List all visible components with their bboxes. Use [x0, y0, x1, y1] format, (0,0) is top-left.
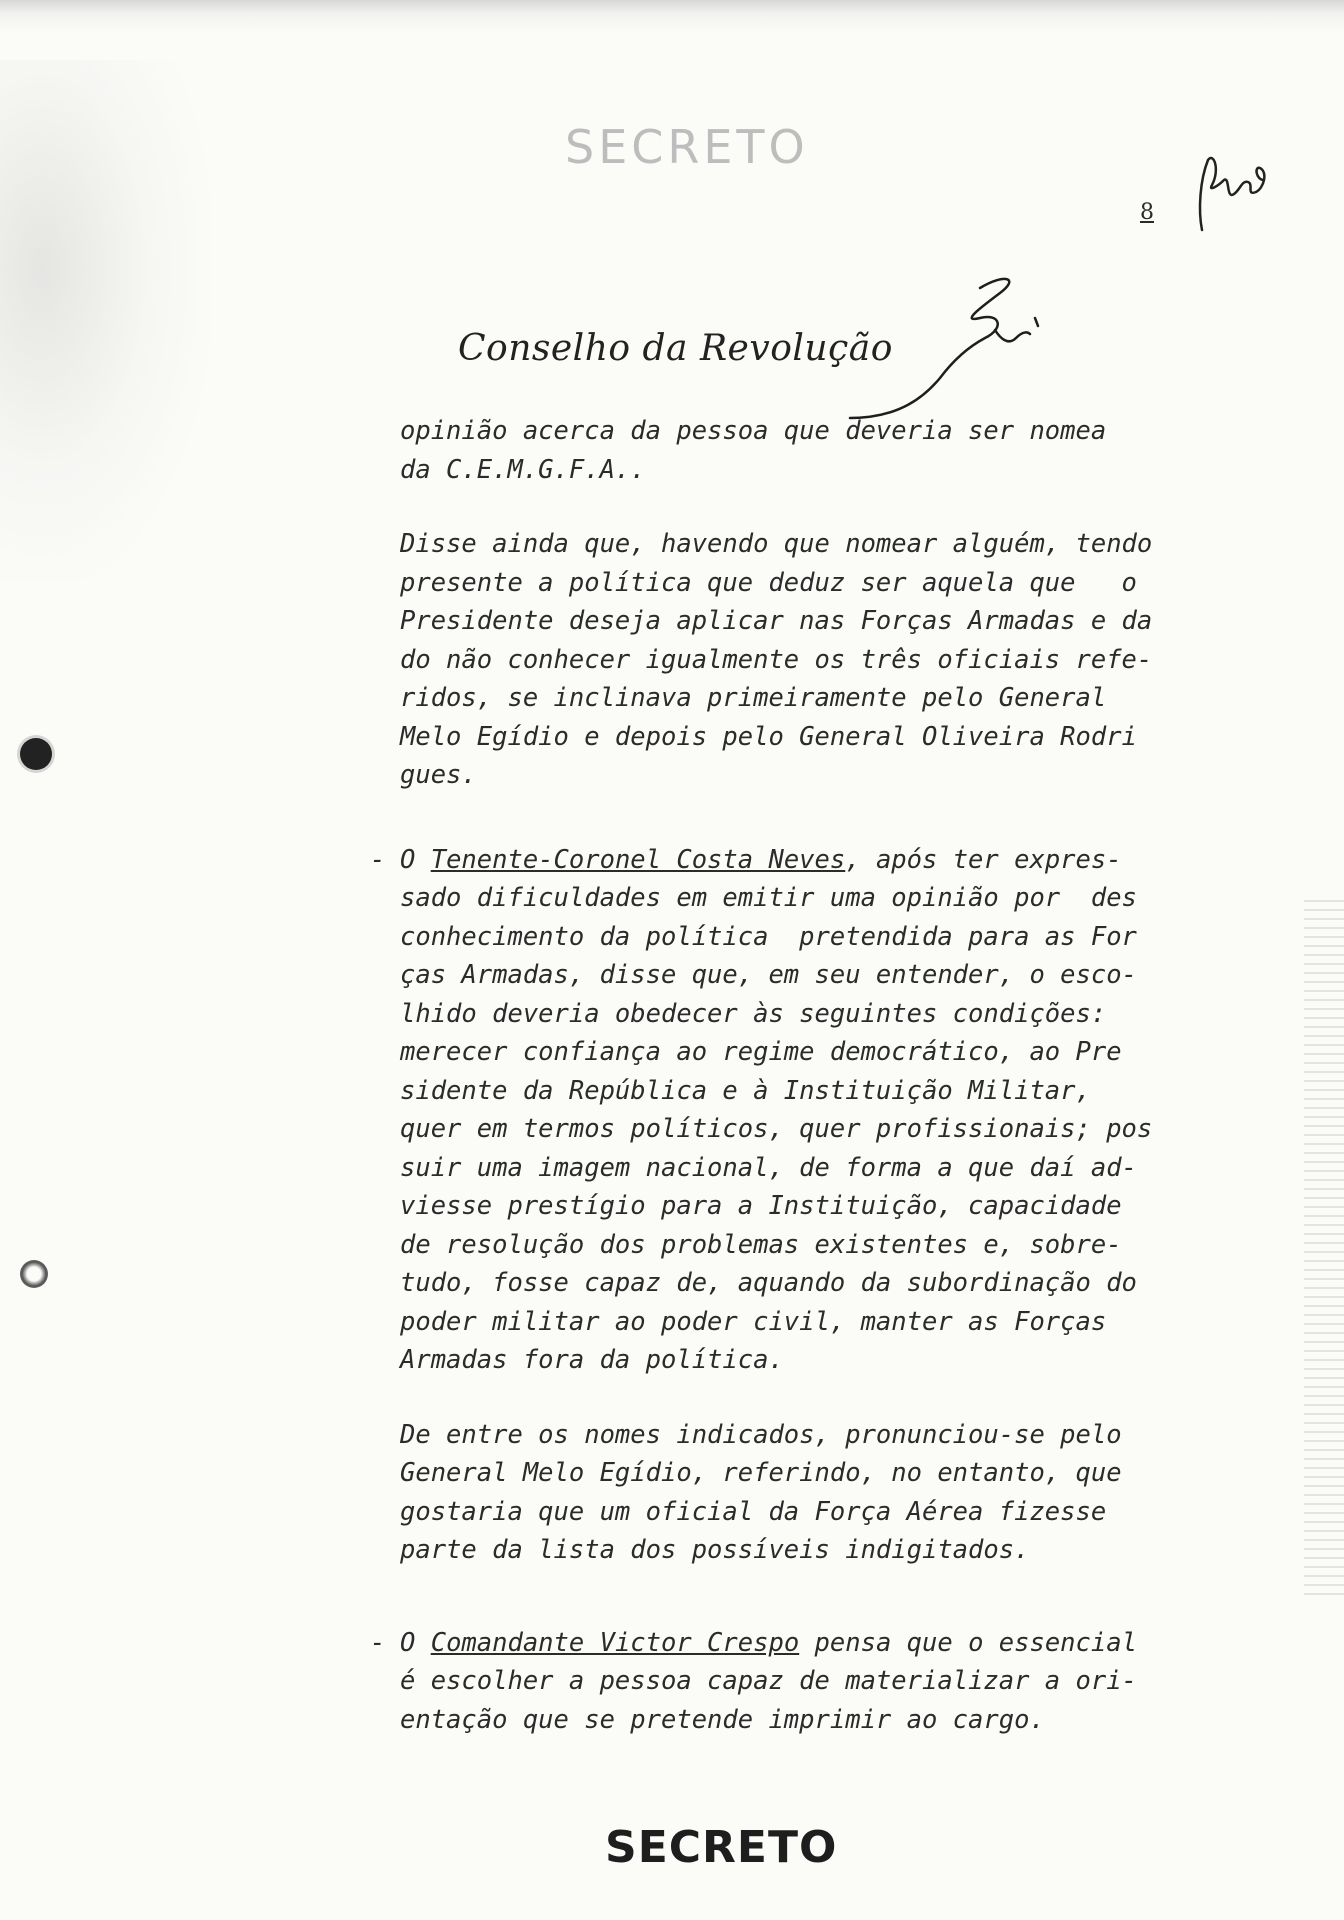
text-line: Melo Egídio e depois pelo General Oliveira Rodri [400, 721, 1137, 752]
text-line: merecer confiança ao regime democrático, ao Pre [400, 1037, 1122, 1067]
text-line: tudo, fosse capaz de, aquando da subordinação do [400, 1268, 1137, 1298]
paragraph [400, 412, 1200, 489]
speaker-name: Tenente-Coronel Costa Neves [430, 844, 846, 875]
paragraph [400, 1416, 1200, 1570]
text-line: De entre os nomes indicados, pronunciou-se pelo [400, 1419, 1122, 1450]
handwritten-initials [1190, 150, 1280, 240]
speaker-name: Comandante Victor Crespo [430, 1627, 800, 1658]
text-line: ças Armadas, disse que, em seu entender, o esco- [400, 960, 1137, 990]
text-line: Disse ainda que, havendo que nomear alguém, tendo [400, 529, 1153, 559]
text-line: entação que se pretende imprimir ao cargo. [400, 1704, 1045, 1735]
text-fragment: O [400, 844, 431, 875]
letterhead: Conselho da Revolução [458, 328, 893, 369]
text-line: quer em termos políticos, quer profissionais; pos [400, 1114, 1153, 1144]
text-line: do não conhecer igualmente os três oficiais refe- [400, 644, 1153, 675]
scan-edge-shadow [0, 0, 1344, 34]
text-line: suir uma imagem nacional, de forma a que daí ad- [400, 1152, 1137, 1183]
text-line [400, 1624, 1200, 1663]
punch-hole [20, 1260, 48, 1288]
text-line: ridos, se inclinava primeiramente pelo General [400, 683, 1107, 713]
text-line: conhecimento da política pretendida para as For [400, 921, 1137, 952]
paragraph-bullet [370, 841, 1200, 1380]
text-fragment: O [400, 1627, 431, 1658]
text-fragment: , após ter expres- [845, 844, 1122, 875]
scan-stain [0, 60, 210, 580]
text-line: é escolher a pessoa capaz de materializar a ori- [400, 1666, 1137, 1696]
secret-stamp-bottom: SECRETO [605, 1822, 838, 1873]
text-line: sidente da República e à Instituição Militar, [400, 1075, 1091, 1106]
text-line: Presidente deseja aplicar nas Forças Armadas e da [400, 606, 1153, 636]
bullet-dash: - [370, 844, 386, 875]
secret-stamp-top: SECRETO [565, 120, 809, 174]
text-line: opinião acerca da pessoa que deveria ser nomea [400, 416, 1107, 446]
bullet-dash: - [370, 1627, 386, 1658]
text-line: de resolução dos problemas existentes e, sobre- [400, 1229, 1122, 1260]
text-line: presente a política que deduz ser aquela que o [400, 567, 1137, 598]
paragraph [400, 525, 1200, 795]
punch-hole [20, 738, 52, 770]
paragraph-bullet [370, 1624, 1200, 1740]
text-line: poder militar ao poder civil, manter as Forças [400, 1306, 1107, 1337]
page-number: 8 [1140, 200, 1154, 225]
text-line: gues. [400, 760, 477, 790]
text-line: Armadas fora da política. [400, 1345, 784, 1375]
text-line: viesse prestígio para a Instituição, capacidade [400, 1191, 1122, 1221]
text-line: da C.E.M.G.F.A.. [400, 454, 646, 485]
text-line: gostaria que um oficial da Força Aérea fizesse [400, 1496, 1107, 1527]
document-body [370, 412, 1200, 1775]
text-line: lhido deveria obedecer às seguintes condições: [400, 998, 1107, 1029]
text-line [400, 841, 1200, 880]
text-line: sado dificuldades em emitir uma opinião por des [400, 883, 1137, 913]
text-line: General Melo Egídio, referindo, no entanto, que [400, 1458, 1122, 1488]
text-line: parte da lista dos possíveis indigitados. [400, 1535, 1030, 1565]
scan-edge-noise [1304, 900, 1344, 1600]
text-fragment: pensa que o essencial [799, 1627, 1137, 1658]
